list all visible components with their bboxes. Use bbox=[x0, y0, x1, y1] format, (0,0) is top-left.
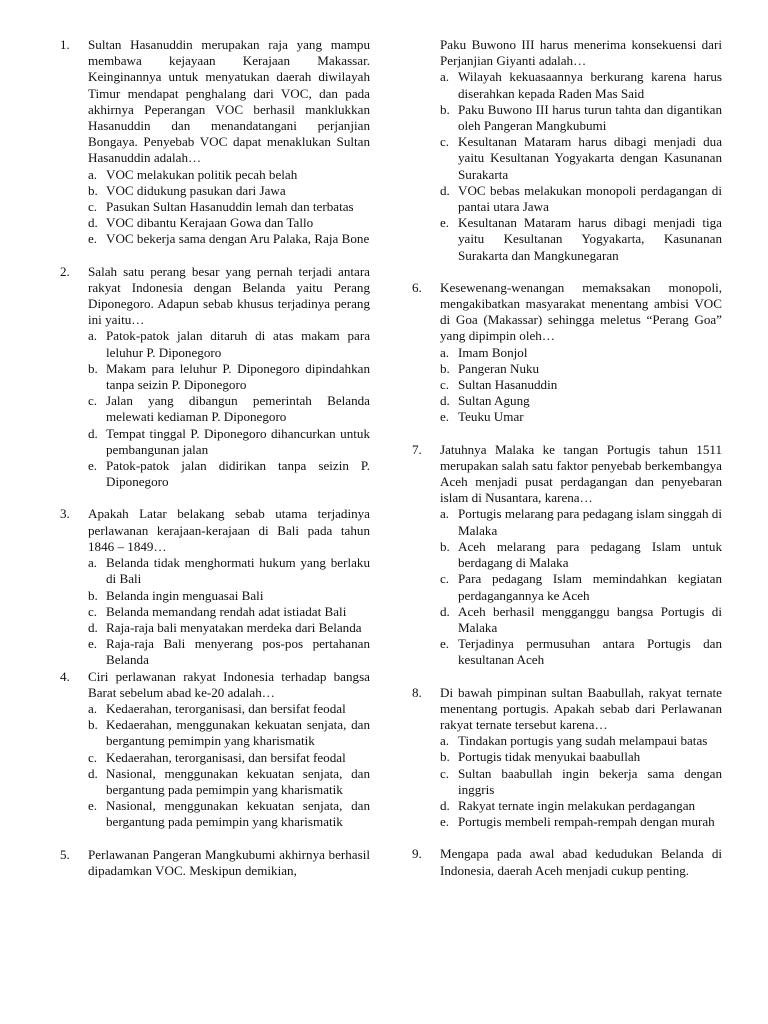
options-list bbox=[440, 733, 722, 830]
question-1 bbox=[60, 37, 370, 248]
left-column bbox=[60, 37, 370, 879]
question-number: 5. bbox=[60, 846, 70, 862]
option-e[interactable]: e. Nasional, menggunakan kekuatan senjata, dan bergantung pada pemimpin yang kharismatik bbox=[88, 798, 370, 830]
option-b[interactable]: b. Pangeran Nuku bbox=[440, 360, 540, 376]
option-c[interactable]: c. Para pedagang Islam memindahkan kegiatan perdagangannya ke Aceh bbox=[440, 571, 722, 603]
option-a[interactable]: a. VOC melakukan politik pecah belah bbox=[88, 166, 298, 182]
question-6 bbox=[412, 280, 722, 426]
option-c[interactable]: c. Jalan yang dibangun pemerintah Belanda melewati kediaman P. Diponegoro bbox=[88, 393, 370, 425]
question-7 bbox=[412, 442, 722, 669]
question-stem: Salah satu perang besar yang pernah terjadi antara rakyat Indonesia dengan Belanda yaitu Perang Diponegoro. Adapun sebab khusus terjadinya perang ini yaitu… bbox=[88, 263, 370, 328]
question-2 bbox=[60, 264, 370, 491]
question-9 bbox=[412, 846, 722, 878]
question-stem: Kesewenang-wenangan memaksakan monopoli, mengakibatkan masyarakat menentang ambisi VOC di Goa (Makassar) sehingga meletus “Perang Goa” yang dipimpin oleh… bbox=[440, 279, 722, 344]
question-stem: Mengapa pada awal abad kedudukan Belanda di Indonesia, daerah Aceh menjadi cukup penting. bbox=[440, 846, 722, 878]
option-b[interactable]: b. Kedaerahan, menggunakan kekuatan senjata, dan bergantung pemimpin yang kharismatik bbox=[88, 717, 370, 749]
options-list bbox=[88, 701, 370, 831]
question-5 bbox=[60, 847, 370, 879]
option-e[interactable]: e. VOC bekerja sama dengan Aru Palaka, Raja Bone bbox=[88, 231, 370, 247]
option-e[interactable]: e. Portugis membeli rempah-rempah dengan murah bbox=[440, 814, 715, 830]
option-b[interactable]: b. Paku Buwono III harus turun tahta dan digantikan oleh Pangeran Mangkubumi bbox=[440, 101, 722, 134]
option-d[interactable]: d. Sultan Agung bbox=[440, 393, 530, 409]
question-stem: Ciri perlawanan rakyat Indonesia terhadap bangsa Barat sebelum abad ke-20 adalah… bbox=[88, 668, 370, 700]
question-stem: Sultan Hasanuddin merupakan raja yang mampu membawa kejayaan Kerajaan Makassar. Keinginannya untuk menyatukan daerah diwilayah Timur mendapat penghalang dari VOC, dan pada akhirnya Peperangan VOC berhasil manklukkan Hasanuddin dan menandatangani perjanjian Bongaya. Penyebab VOC dapat menaklukan Sultan Hasanuddin adalah… bbox=[88, 37, 370, 166]
question-stem: Di bawah pimpinan sultan Baabullah, rakyat ternate menentang portugis. Apakah sebab dari Perlawanan rakyat ternate tersebut karena… bbox=[440, 684, 722, 732]
option-d[interactable]: d. Tempat tinggal P. Diponegoro dihancurkan untuk pembangunan jalan bbox=[88, 425, 370, 457]
question-8 bbox=[412, 685, 722, 831]
option-c[interactable]: c. Belanda memandang rendah adat istiadat Bali bbox=[88, 603, 347, 619]
option-e[interactable]: e. Patok-patok jalan didirikan tanpa seizin P. Diponegoro bbox=[88, 458, 370, 490]
option-b[interactable]: b. Belanda ingin menguasai Bali bbox=[88, 587, 264, 603]
option-e[interactable]: e. Terjadinya permusuhan antara Portugis dan kesultanan Aceh bbox=[440, 636, 722, 668]
question-5-options bbox=[412, 69, 722, 263]
option-e[interactable]: e. Kesultanan Mataram harus dibagi menjadi tiga yaitu Kesultanan Yogyakarta, Kasunanan Surakarta dan Mangkunegaran bbox=[440, 215, 722, 263]
option-d[interactable]: d. VOC bebas melakukan monopoli perdagangan di pantai utara Jawa bbox=[440, 182, 722, 215]
right-column bbox=[412, 37, 722, 879]
option-b[interactable]: b. Portugis tidak menyukai baabullah bbox=[440, 749, 641, 765]
question-3 bbox=[60, 506, 370, 668]
option-b[interactable]: b. Makam para leluhur P. Diponegoro dipindahkan tanpa seizin P. Diponegoro bbox=[88, 360, 370, 393]
option-d[interactable]: d. Aceh berhasil mengganggu bangsa Portugis di Malaka bbox=[440, 603, 722, 635]
question-4 bbox=[60, 669, 370, 831]
option-a[interactable]: a. Portugis melarang para pedagang islam singgah di Malaka bbox=[440, 506, 722, 538]
option-d[interactable]: d. Raja-raja bali menyatakan merdeka dari Belanda bbox=[88, 619, 362, 635]
option-d[interactable]: d. VOC dibantu Kerajaan Gowa dan Tallo bbox=[88, 215, 314, 231]
option-e[interactable]: e. Teuku Umar bbox=[440, 409, 524, 425]
question-stem: Apakah Latar belakang sebab utama terjadinya perlawanan kerajaan-kerajaan di Bali pada tahun 1846 – 1849… bbox=[88, 506, 370, 554]
options-list bbox=[88, 328, 370, 490]
option-a[interactable]: a. Patok-patok jalan ditaruh di atas makam para leluhur P. Diponegoro bbox=[88, 328, 370, 360]
question-number: 4. bbox=[60, 668, 70, 684]
option-c[interactable]: c. Kedaerahan, terorganisasi, dan bersifat feodal bbox=[88, 749, 346, 765]
option-a[interactable]: a. Imam Bonjol bbox=[440, 344, 528, 360]
option-b[interactable]: b. VOC didukung pasukan dari Jawa bbox=[88, 182, 286, 198]
option-c[interactable]: c. Pasukan Sultan Hasanuddin lemah dan terbatas bbox=[88, 199, 354, 215]
option-a[interactable]: a. Belanda tidak menghormati hukum yang berlaku di Bali bbox=[88, 555, 370, 587]
question-number: 8. bbox=[412, 684, 422, 700]
question-number: 3. bbox=[60, 506, 70, 522]
question-5-stem-continued: Paku Buwono III harus menerima konsekuensi dari Perjanjian Giyanti adalah… bbox=[440, 37, 722, 69]
question-stem: Perlawanan Pangeran Mangkubumi akhirnya berhasil dipadamkan VOC. Meskipun demikian, bbox=[88, 846, 370, 878]
option-d[interactable]: d. Nasional, menggunakan kekuatan senjata, dan bergantung pada pemimpin yang kharismatik bbox=[88, 765, 370, 797]
options-list bbox=[440, 506, 722, 668]
option-a[interactable]: a. Wilayah kekuasaannya berkurang karena harus diserahkan kepada Raden Mas Said bbox=[440, 69, 722, 101]
options-list bbox=[88, 167, 370, 248]
option-b[interactable]: b. Aceh melarang para pedagang Islam untuk berdagang di Malaka bbox=[440, 538, 722, 571]
question-number: 7. bbox=[412, 441, 422, 457]
question-number: 2. bbox=[60, 263, 70, 279]
question-number: 6. bbox=[412, 279, 422, 295]
options-list bbox=[88, 555, 370, 668]
options-list bbox=[440, 345, 722, 426]
question-number: 1. bbox=[60, 37, 70, 52]
option-d[interactable]: d. Rakyat ternate ingin melakukan perdagangan bbox=[440, 797, 696, 813]
question-stem: Jatuhnya Malaka ke tangan Portugis tahun 1511 merupakan salah satu faktor penyebab berkembangya Aceh menjadi pusat perdagangan dan penyebaran islam di Nusantara, karena… bbox=[440, 441, 722, 506]
option-c[interactable]: c. Sultan Hasanuddin bbox=[440, 377, 558, 393]
option-a[interactable]: a. Tindakan portugis yang sudah melampaui batas bbox=[440, 733, 708, 749]
option-e[interactable]: e. Raja-raja Bali menyerang pos-pos pertahanan Belanda bbox=[88, 636, 370, 668]
option-a[interactable]: a. Kedaerahan, terorganisasi, dan bersifat feodal bbox=[88, 700, 346, 716]
option-c[interactable]: c. Sultan baabullah ingin bekerja sama dengan inggris bbox=[440, 765, 722, 797]
question-number: 9. bbox=[412, 846, 422, 862]
option-c[interactable]: c. Kesultanan Mataram harus dibagi menjadi dua yaitu Kesultanan Yogyakarta dengan Kasunanan Surakarta bbox=[440, 134, 722, 182]
